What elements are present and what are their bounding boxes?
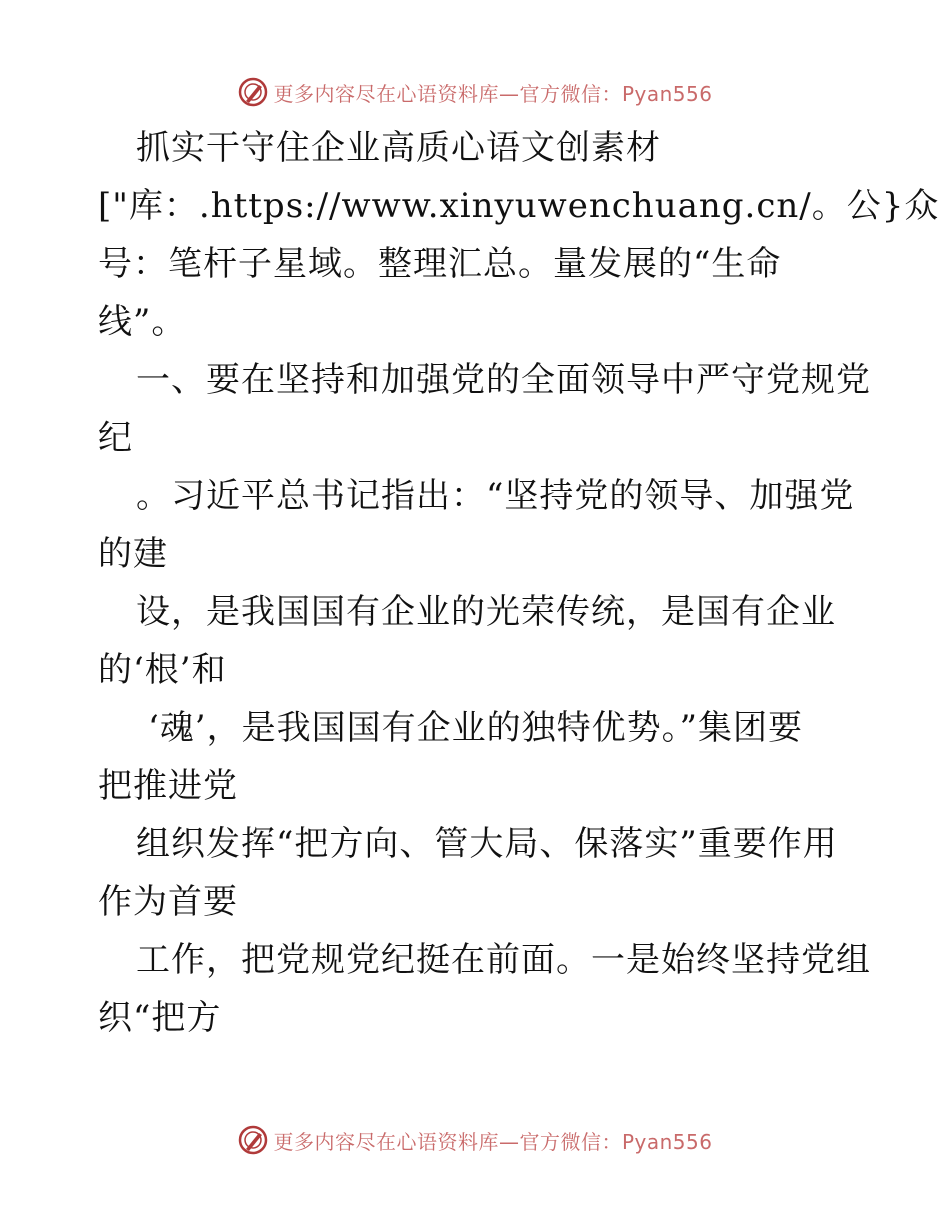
text-line: 把推进党 bbox=[98, 766, 238, 806]
text-line: 抓实干守住企业高质心语文创素材 bbox=[136, 128, 661, 168]
text-line: 设，是我国国有企业的光荣传统，是国有企业 bbox=[136, 592, 836, 632]
header-banner-text: 更多内容尽在心语资料库—官方微信：Pyan556 bbox=[273, 81, 713, 106]
header-banner bbox=[0, 72, 950, 112]
text-line: 号：笔杆子星域。整理汇总。量发展的“生命 bbox=[98, 244, 782, 284]
text-line: 的建 bbox=[98, 534, 168, 574]
text-line: ["库：.https://www.xinyuwenchuang.cn/。公}众 bbox=[98, 186, 940, 226]
pen-seal-logo-icon bbox=[237, 76, 269, 108]
text-line: 。习近平总书记指出：“坚持党的领导、加强党 bbox=[136, 476, 855, 516]
footer-banner-text: 更多内容尽在心语资料库—官方微信：Pyan556 bbox=[273, 1129, 713, 1154]
text-line: 一、要在坚持和加强党的全面领导中严守党规党 bbox=[136, 360, 871, 400]
text-line: 工作，把党规党纪挺在前面。一是始终坚持党组 bbox=[136, 940, 871, 980]
text-line: 的‘根’和 bbox=[98, 650, 227, 690]
text-line: 组织发挥“把方向、管大局、保落实”重要作用 bbox=[136, 824, 838, 864]
pen-seal-logo-icon bbox=[237, 1124, 269, 1156]
text-line: ‘魂’，是我国国有企业的独特优势。”集团要 bbox=[148, 708, 803, 748]
text-line: 纪 bbox=[98, 418, 133, 458]
text-line: 织“把方 bbox=[98, 998, 222, 1038]
text-line: 作为首要 bbox=[98, 882, 238, 922]
footer-banner bbox=[0, 1120, 950, 1160]
text-line: 线”。 bbox=[98, 302, 187, 342]
